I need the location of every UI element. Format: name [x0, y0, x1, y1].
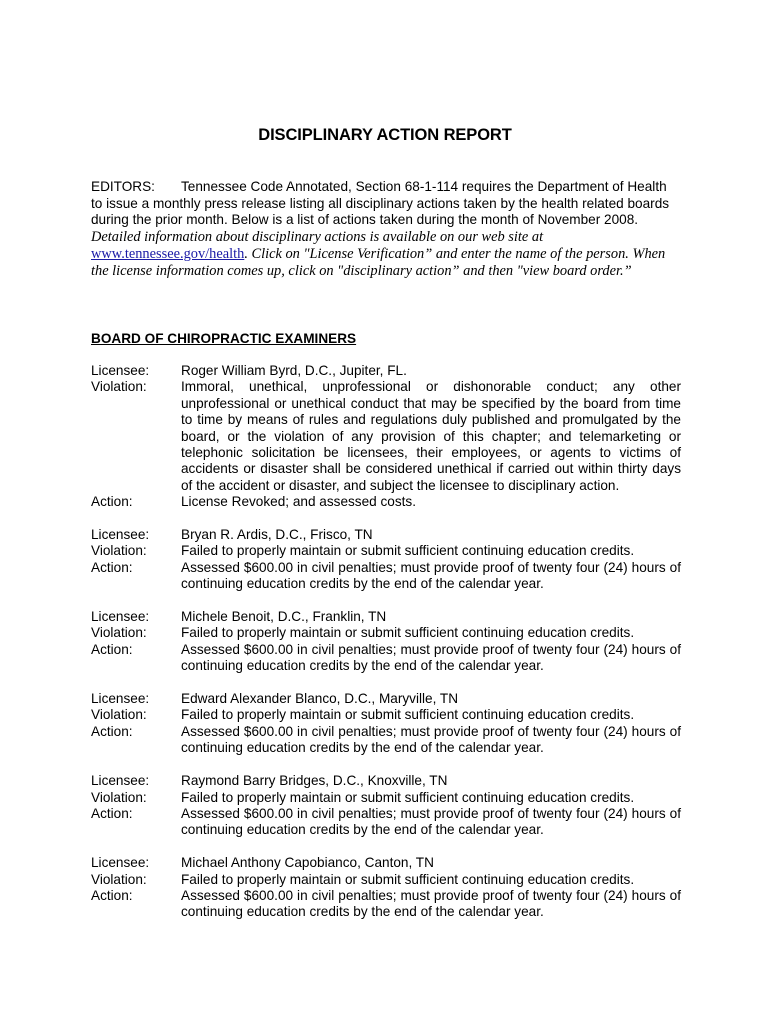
disciplinary-entry	[91, 609, 681, 675]
intro-website-note	[91, 229, 681, 281]
licensee-value: Raymond Barry Bridges, D.C., Knoxville, TN	[181, 773, 448, 789]
violation-label: Violation:	[91, 625, 147, 641]
action-value: Assessed $600.00 in civil penalties; must provide proof of twenty four (24) hours of continuing education credits by the end of the calendar year.	[181, 805, 681, 838]
action-value: Assessed $600.00 in civil penalties; must provide proof of twenty four (24) hours of continuing education credits by the end of the calendar year.	[181, 559, 681, 592]
disciplinary-entry	[91, 773, 681, 839]
editors-intro	[91, 179, 681, 280]
violation-value: Failed to properly maintain or submit sufficient continuing education credits.	[181, 871, 635, 887]
licensee-value: Roger William Byrd, D.C., Jupiter, FL.	[181, 363, 407, 378]
action-label: Action:	[91, 805, 133, 821]
violation-label: Violation:	[91, 789, 147, 805]
violation-value: Failed to properly maintain or submit sufficient continuing education credits.	[181, 789, 635, 805]
violation-value: Failed to properly maintain or submit sufficient continuing education credits.	[181, 625, 635, 641]
disciplinary-entry	[91, 527, 681, 593]
licensee-label: Licensee:	[91, 609, 150, 625]
action-value: Assessed $600.00 in civil penalties; must provide proof of twenty four (24) hours of continuing education credits by the end of the calendar year.	[181, 887, 681, 920]
health-website-link[interactable]: www.tennessee.gov/health	[91, 245, 245, 262]
action-label: Action:	[91, 641, 133, 657]
violation-label: Violation:	[91, 379, 147, 395]
disciplinary-entry	[91, 363, 681, 511]
intro-body: to issue a monthly press release listing all disciplinary actions taken by the health related boards during the prior month. Below is a list of actions taken during the month of November 2008.	[91, 195, 670, 228]
action-label: Action:	[91, 559, 133, 575]
action-value: Assessed $600.00 in civil penalties; must provide proof of twenty four (24) hours of continuing education credits by the end of the calendar year.	[181, 723, 681, 756]
violation-value: Immoral, unethical, unprofessional or dishonorable conduct; any other unprofessional or unethical conduct that may be specified by the board from time to time by means of rules and regulations duly published and promulgated by the board, or the violation of any provision of this chapter; and telemarketing or telephonic solicitation be licensees, their employees, or agents to victims of accidents or disaster shall be considered unethical if carried out within thirty days of the accident or disaster, and subject the licensee to disciplinary action.	[181, 379, 681, 493]
board-heading: BOARD OF CHIROPRACTIC EXAMINERS	[91, 331, 357, 346]
website-note-text: Detailed information about disciplinary actions is available on our web site at	[91, 228, 544, 245]
website-note-instructions: . Click on "License Verification” and enter the name of the person. When the license information comes up, click on "disciplinary action” and then "view board order.”	[91, 245, 666, 280]
violation-label: Violation:	[91, 871, 147, 887]
licensee-value: Michele Benoit, D.C., Franklin, TN	[181, 609, 387, 625]
action-label: Action:	[91, 494, 133, 510]
action-label: Action:	[91, 887, 133, 903]
action-value: License Revoked; and assessed costs.	[181, 494, 417, 510]
disciplinary-entry	[91, 855, 681, 921]
violation-label: Violation:	[91, 543, 147, 559]
violation-value: Failed to properly maintain or submit sufficient continuing education credits.	[181, 543, 635, 559]
violation-label: Violation:	[91, 707, 147, 723]
licensee-label: Licensee:	[91, 363, 150, 378]
intro-first-line: Tennessee Code Annotated, Section 68-1-114 requires the Department of Health	[181, 179, 667, 194]
licensee-label: Licensee:	[91, 855, 150, 871]
licensee-label: Licensee:	[91, 527, 150, 543]
disciplinary-entries	[91, 363, 681, 937]
licensee-label: Licensee:	[91, 773, 150, 789]
licensee-label: Licensee:	[91, 691, 150, 707]
editors-label: EDITORS:	[91, 179, 155, 194]
action-value: Assessed $600.00 in civil penalties; must provide proof of twenty four (24) hours of continuing education credits by the end of the calendar year.	[181, 641, 681, 674]
page-title: DISCIPLINARY ACTION REPORT	[258, 126, 512, 144]
licensee-value: Bryan R. Ardis, D.C., Frisco, TN	[181, 527, 373, 543]
licensee-value: Edward Alexander Blanco, D.C., Maryville, TN	[181, 691, 459, 707]
violation-value: Failed to properly maintain or submit sufficient continuing education credits.	[181, 707, 635, 723]
disciplinary-entry	[91, 691, 681, 757]
action-label: Action:	[91, 723, 133, 739]
licensee-value: Michael Anthony Capobianco, Canton, TN	[181, 855, 434, 871]
